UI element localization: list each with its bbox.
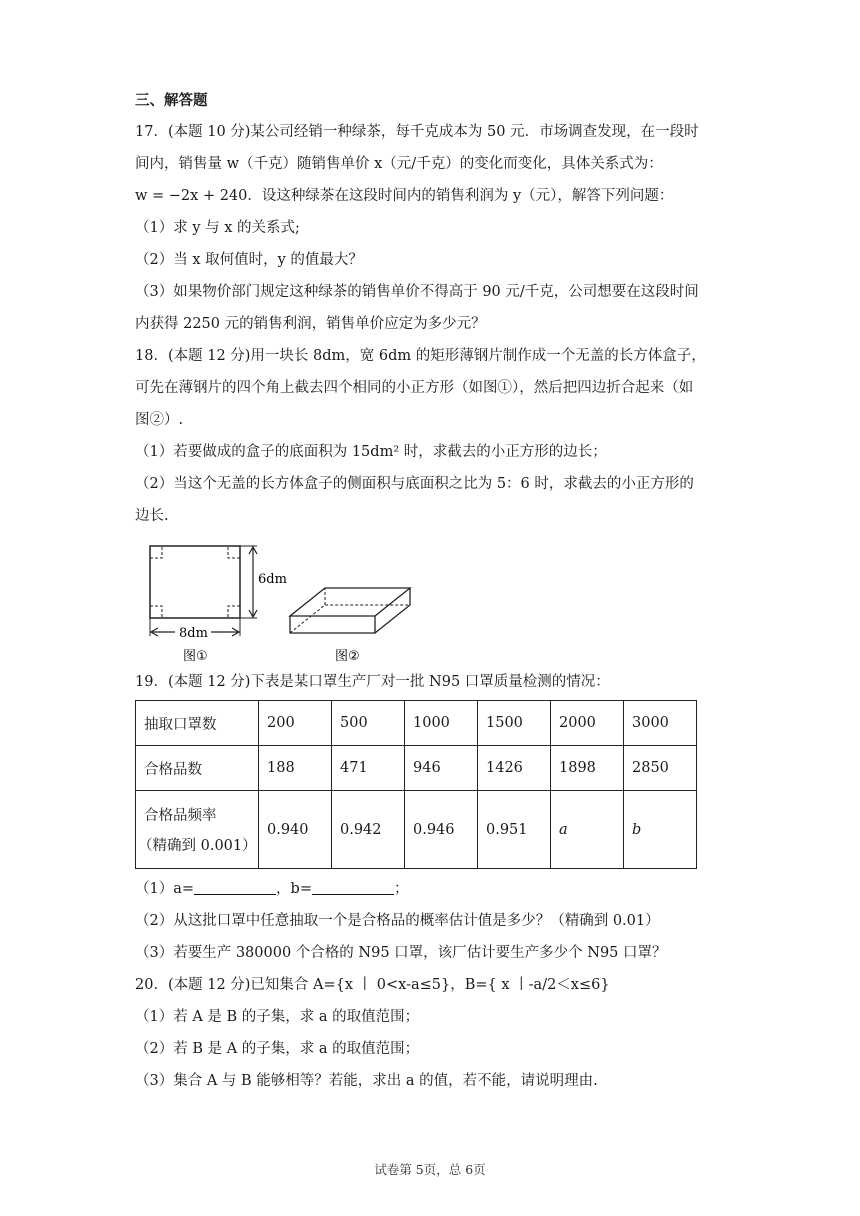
- table-cell: b: [624, 791, 697, 869]
- open-box: [290, 588, 410, 633]
- q18-part1: （1）若要做成的盒子的底面积为 15dm² 时，求截去的小正方形的边长；: [135, 444, 607, 460]
- corner-cuts: [150, 546, 240, 618]
- table-cell: 1000: [405, 701, 478, 746]
- sheet-rectangle: [150, 546, 240, 618]
- q17-part3-line2: 内获得 2250 元的销售利润，销售单价应定为多少元？: [135, 316, 486, 332]
- quality-table: [135, 700, 697, 869]
- table-cell: 1500: [478, 701, 551, 746]
- table-cell: 0.951: [478, 791, 551, 869]
- q20-part1: （1）若 A 是 B 的子集，求 a 的取值范围；: [135, 1009, 420, 1025]
- q17-line2: 间内，销售量 w（千克）随销售单价 x（元/千克）的变化而变化，具体关系式为：: [135, 156, 663, 172]
- page-content: [135, 86, 725, 1097]
- height-label: 6dm: [258, 572, 287, 587]
- q18-line1: 18．(本题 12 分)用一块长 8dm，宽 6dm 的矩形薄钢片制作成一个无盖的长方体盒子，: [135, 348, 706, 364]
- q20-line1: 20．(本题 12 分)已知集合 A={x 丨 0<x-a≤5}，B={ x 丨-a/2＜x≤6}: [135, 977, 610, 993]
- q19-part1-end: ；: [393, 881, 409, 897]
- q18-figures: [135, 538, 725, 666]
- row-label: 合格品数: [136, 746, 259, 791]
- table-cell: 2000: [551, 701, 624, 746]
- answer-blank-a[interactable]: [194, 880, 276, 895]
- row-label-line2: （精确到 0.001）: [138, 837, 257, 854]
- table-cell: 1898: [551, 746, 624, 791]
- table-cell: 1426: [478, 746, 551, 791]
- q18-line2: 可先在薄钢片的四个角上截去四个相同的小正方形（如图①），然后把四边折合起来（如: [135, 380, 694, 396]
- q18-part2-line2: 边长.: [135, 508, 169, 524]
- q19-part2: （2）从这批口罩中任意抽取一个是合格品的概率估计值是多少？（精确到 0.01）: [135, 913, 660, 929]
- table-cell: a: [551, 791, 624, 869]
- q19-line1: 19．(本题 12 分)下表是某口罩生产厂对一批 N95 口罩质量检测的情况：: [135, 674, 610, 690]
- table-cell: 188: [259, 746, 332, 791]
- question-20: [135, 969, 725, 1097]
- table-cell: 471: [332, 746, 405, 791]
- table-cell: 2850: [624, 746, 697, 791]
- table-cell: 500: [332, 701, 405, 746]
- table-row: [136, 746, 697, 791]
- q17-part3-line1: （3）如果物价部门规定这种绿茶的销售单价不得高于 90 元/千克，公司想要在这段时间: [135, 284, 699, 300]
- q17-line3: w = −2x + 240．设这种绿茶在这段时间内的销售利润为 y（元），解答下列问题：: [135, 188, 674, 204]
- q20-part2: （2）若 B 是 A 的子集，求 a 的取值范围；: [135, 1041, 420, 1057]
- box-hidden-edges: [290, 588, 410, 633]
- question-19: [135, 666, 725, 969]
- table-cell: 946: [405, 746, 478, 791]
- table-cell: 200: [259, 701, 332, 746]
- figure2-caption: 图②: [335, 649, 360, 664]
- question-18: [135, 340, 725, 666]
- q20-part3: （3）集合 A 与 B 能够相等？若能，求出 a 的值，若不能，请说明理由.: [135, 1073, 598, 1089]
- q19-part1-a-label: （1）a=: [135, 881, 195, 897]
- answer-blank-b[interactable]: [312, 880, 394, 895]
- table-cell: 0.946: [405, 791, 478, 869]
- q17-part1: （1）求 y 与 x 的关系式;: [135, 220, 300, 236]
- table-row: [136, 791, 697, 869]
- table-row: [136, 701, 697, 746]
- table-cell: 0.942: [332, 791, 405, 869]
- q18-line3: 图②）.: [135, 412, 184, 428]
- row-label-line1: 合格品频率: [144, 807, 217, 824]
- q19-part3: （3）若要生产 380000 个合格的 N95 口罩，该厂估计要生产多少个 N95 口罩？: [135, 945, 667, 961]
- table-cell: 3000: [624, 701, 697, 746]
- q18-part2-line1: （2）当这个无盖的长方体盒子的侧面积与底面积之比为 5：6 时，求截去的小正方形的: [135, 476, 694, 492]
- page-footer: 试卷第 5页，总 6页: [374, 1162, 486, 1177]
- width-label: 8dm: [179, 626, 208, 641]
- box-figure: [145, 538, 445, 666]
- q19-part1: [135, 873, 725, 905]
- figure1-caption: 图①: [183, 649, 208, 664]
- q17-line1: 17．(本题 10 分)某公司经销一种绿茶，每千克成本为 50 元．市场调查发现，在一段时: [135, 124, 699, 140]
- table-cell: 0.940: [259, 791, 332, 869]
- q19-part1-b-label: ，b=: [276, 881, 312, 897]
- row-label: 抽取口罩数: [136, 701, 259, 746]
- section-title: 三、解答题: [135, 92, 208, 109]
- question-17: [135, 116, 725, 340]
- row-label: [136, 791, 259, 869]
- q17-part2: （2）当 x 取何值时，y 的值最大？: [135, 252, 363, 268]
